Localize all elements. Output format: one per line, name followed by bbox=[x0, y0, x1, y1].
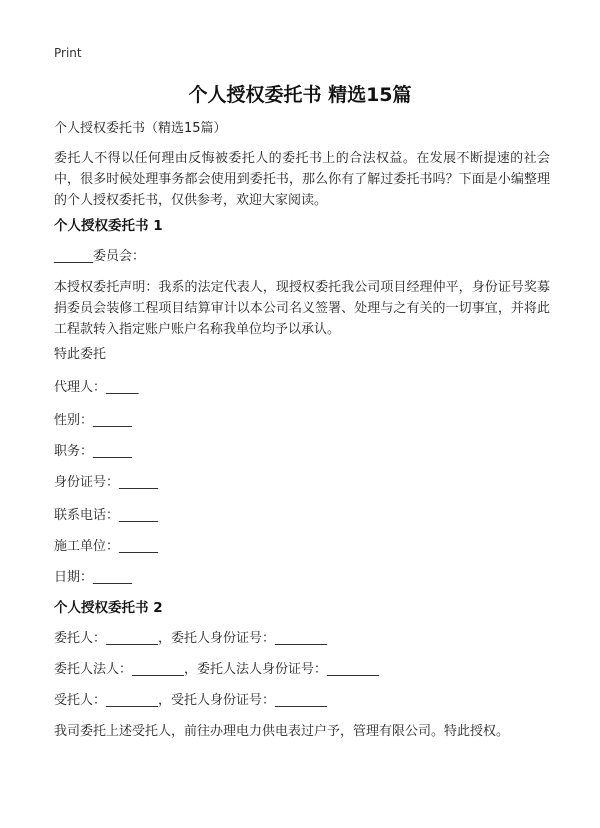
document-subtitle: 个人授权委托书（精选15篇） bbox=[54, 121, 227, 136]
document-title: 个人授权委托书 精选15篇 bbox=[188, 84, 412, 106]
field-id-number: 身份证号：______ bbox=[54, 475, 159, 490]
principal-line: 委托人：________，委托人身份证号：________ bbox=[54, 631, 328, 646]
field-date: 日期：______ bbox=[54, 570, 133, 585]
intro-paragraph: 委托人不得以任何理由反悔被委托人的委托书上的合法权益。在发展不断提速的社会中，很多时候处理事务都会使用到委托书，那么你有了解过委托书吗？下面是小编整理的个人授权委托书，仅供参考，欢迎大家阅读。 bbox=[54, 151, 550, 208]
print-label: Print bbox=[54, 46, 82, 60]
section-1-heading: 个人授权委托书 1 bbox=[54, 218, 163, 234]
field-gender: 性别：______ bbox=[54, 413, 133, 428]
authorization-statement-2: 我司委托上述受托人，前往办理电力供电表过户予，管理有限公司。特此授权。 bbox=[54, 724, 510, 739]
authorization-statement: 本授权委托声明：我系的法定代表人，现授权委托我公司项目经理仲平，身份证号奖募捐委员会装修工程项目结算审计以本公司名义签署、处理与之有关的一切事宜，并将此工程款转入指定账户账户名称我单位均予以承认。 bbox=[54, 280, 550, 337]
field-phone: 联系电话：______ bbox=[54, 508, 159, 523]
agent-line: 受托人：________，受托人身份证号：________ bbox=[54, 693, 328, 708]
principal-legal-rep-line: 委托人法人：________，委托人法人身份证号：________ bbox=[54, 662, 380, 677]
field-position: 职务：______ bbox=[54, 444, 133, 459]
field-construction-unit: 施工单位：______ bbox=[54, 539, 159, 554]
field-agent: 代理人：_____ bbox=[54, 380, 139, 395]
addressee-line: ______委员会： bbox=[54, 249, 146, 264]
closing-line: 特此委托 bbox=[54, 347, 107, 362]
section-2-heading: 个人授权委托书 2 bbox=[54, 600, 163, 616]
